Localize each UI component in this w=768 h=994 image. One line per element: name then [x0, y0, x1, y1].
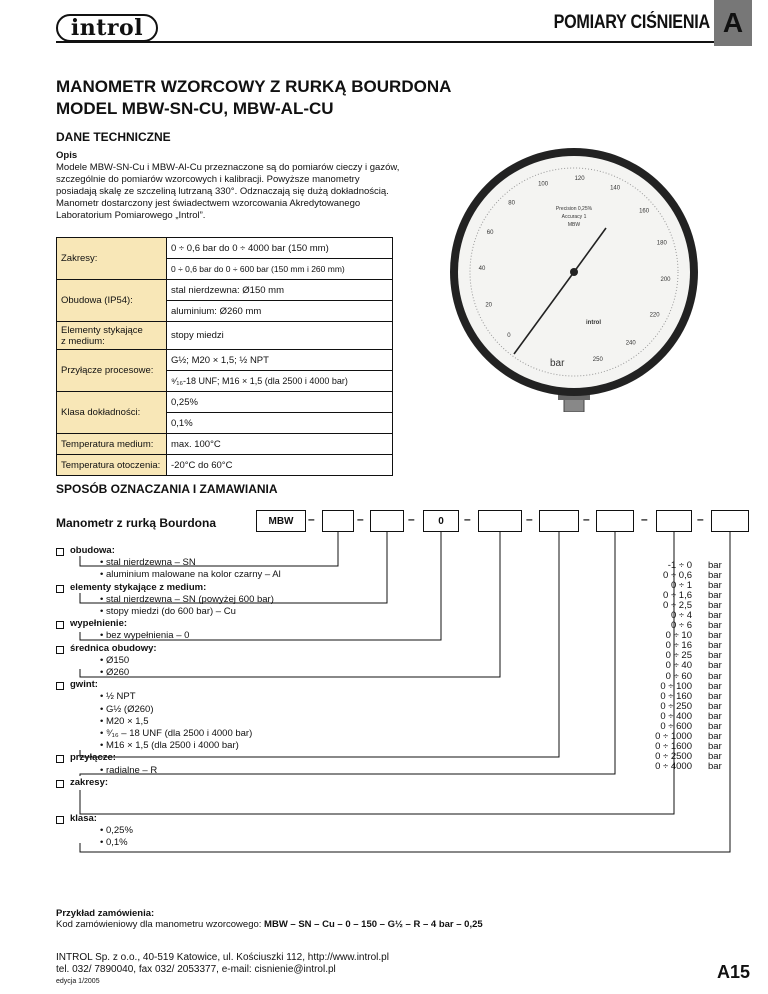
example-text: Kod zamówieniowy dla manometru wzorcowego:	[56, 919, 265, 930]
range-value: 0 ÷ 6	[670, 620, 692, 632]
range-value: 0 ÷ 4	[670, 610, 692, 622]
gauge-brand: introl	[586, 320, 601, 326]
spec-value: max. 100°C	[167, 434, 393, 455]
option-heading: przyłącze:	[56, 752, 281, 764]
example-code: MBW – SN – Cu – 0 – 150 – G½ – R – 4 bar – 0,25	[264, 919, 483, 930]
code-box-model: MBW	[256, 510, 306, 532]
gauge-scale-label: 0	[507, 333, 511, 340]
range-unit: bar	[708, 600, 722, 612]
range-unit: bar	[708, 660, 722, 672]
range-unit: bar	[708, 680, 722, 692]
gauge-scale-label: 200	[660, 277, 671, 284]
range-unit: bar	[708, 640, 722, 652]
gauge-scale-label: 100	[538, 181, 549, 188]
range-value: 0 ÷ 2500	[655, 750, 692, 762]
spec-value: ⁹⁄₁₆-18 UNF; M16 × 1,5 (dla 2500 i 4000 bar)	[167, 371, 393, 392]
header-title: POMIARY CIŚNIENIA	[553, 12, 710, 33]
spacer	[56, 789, 281, 813]
gauge-scale-label: 160	[639, 208, 650, 215]
option-heading: gwint:	[56, 679, 281, 691]
option-item: • ⁹⁄₁₆ – 18 UNF (dla 2500 i 4000 bar)	[100, 728, 253, 740]
code-dash: –	[641, 512, 648, 526]
option-item: • Ø150	[100, 654, 130, 666]
option-heading: średnica obudowy:	[56, 643, 281, 655]
spec-value: 0,25%	[167, 392, 393, 413]
option-heading: obudowa:	[56, 545, 281, 557]
range-value: 0 ÷ 2,5	[663, 600, 692, 612]
range-value: 0 ÷ 0,6	[663, 570, 692, 582]
code-dash: –	[308, 512, 315, 526]
page-number: A15	[716, 962, 750, 982]
code-box-wypelnienie: 0	[423, 510, 459, 532]
gauge-text-3: MBW	[567, 222, 581, 228]
spec-value: stal nierdzewna: Ø150 mm	[167, 280, 393, 301]
range-unit: bar	[708, 590, 722, 602]
range-unit: bar	[708, 650, 722, 662]
range-unit: bar	[708, 740, 722, 752]
opis-label: Opis	[56, 150, 78, 161]
option-item: • aluminium malowane na kolor czarny – Al	[100, 569, 281, 581]
title-line-1: MANOMETR WZORCOWY Z RURKĄ BOURDONA	[56, 77, 452, 96]
option-item: • stal nierdzewna – SN (powyżej 600 bar)	[100, 593, 274, 605]
footer-address: INTROL Sp. z o.o., 40-519 Katowice, ul. Kościuszki 112, http://www.introl.pl	[56, 952, 389, 963]
gauge-scale-label: 80	[508, 200, 515, 207]
code-dash: –	[357, 512, 364, 526]
opis-text: Modele MBW-SN-Cu i MBW-Al-Cu przeznaczone są do pomiarów cieczy i gazów, szczególnie do pomiarów wzorcowych i kalibracji. Powyższe manometry posiadają skalę ze szczeliną lutrzaną 330°. Odznaczają się dużą dokładnością. Manometr dostarczony jest świadectwem wzorcowania Akredytowanego Laboratorium Pomiarowego „Introl”.	[56, 162, 400, 221]
gauge-scale-label: 40	[478, 266, 486, 273]
spec-label: Temperatura medium:	[57, 434, 167, 455]
logo-text: introl	[70, 15, 144, 41]
gauge-scale-label: 250	[592, 356, 603, 363]
gauge-unit: bar	[550, 358, 565, 369]
option-heading: klasa:	[56, 813, 281, 825]
title-line-2: MODEL MBW-SN-CU, MBW-AL-CU	[56, 99, 334, 118]
range-unit: bar	[708, 580, 722, 592]
option-item: • M20 × 1,5	[100, 715, 149, 727]
range-unit: bar	[708, 610, 722, 622]
order-example	[56, 908, 483, 930]
order-heading: SPOSÓB OZNACZANIA I ZAMAWIANIA	[56, 482, 278, 496]
option-item: • G½ (Ø260)	[100, 703, 154, 715]
spec-label: Obudowa (IP54):	[57, 280, 167, 322]
spec-value: 0 ÷ 0,6 bar do 0 ÷ 600 bar (150 mm i 260 mm)	[167, 259, 393, 280]
range-value: 0 ÷ 25	[665, 650, 692, 662]
spec-label: Temperatura otoczenia:	[57, 455, 167, 476]
range-row	[638, 762, 722, 772]
range-value: -1 ÷ 0	[667, 560, 692, 571]
range-value: 0 ÷ 1600	[655, 740, 692, 752]
tech-heading: DANE TECHNICZNE	[56, 130, 171, 144]
example-label: Przykład zamówienia:	[56, 908, 155, 919]
range-unit: bar	[708, 620, 722, 632]
range-value: 0 ÷ 250	[660, 700, 692, 712]
code-dash: –	[526, 512, 533, 526]
option-heading: elementy stykające z medium:	[56, 582, 281, 594]
spec-label: Elementy stykające z medium:	[57, 322, 167, 350]
range-unit: bar	[708, 760, 722, 772]
spec-value: aluminium: Ø260 mm	[167, 301, 393, 322]
gauge-scale-label: 20	[485, 302, 493, 309]
footer-contact: tel. 032/ 7890040, fax 032/ 2053377, e-mail: cisnienie@introl.pl	[56, 964, 336, 975]
range-value: 0 ÷ 400	[660, 710, 692, 722]
range-unit: bar	[708, 560, 722, 571]
gauge-scale-label: 140	[610, 185, 621, 192]
spec-value: 0 ÷ 0,6 bar do 0 ÷ 4000 bar (150 mm)	[167, 238, 393, 259]
footer	[56, 952, 389, 988]
footer-edition: edycja 1/2005	[56, 978, 100, 985]
spec-value: G½; M20 × 1,5; ½ NPT	[167, 350, 393, 371]
gauge-scale-label: 180	[656, 240, 667, 247]
section-letter: A	[714, 0, 752, 46]
gauge-scale-label: 120	[574, 176, 585, 183]
range-unit: bar	[708, 670, 722, 682]
range-value: 0 ÷ 4000	[655, 760, 692, 772]
example-line	[56, 919, 483, 930]
spec-label: Przyłącze procesowe:	[57, 350, 167, 392]
option-item: • stopy miedzi (do 600 bar) – Cu	[100, 606, 236, 618]
range-value: 0 ÷ 1000	[655, 730, 692, 742]
option-item: • stal nierdzewna – SN	[100, 557, 196, 569]
option-item: • Ø260	[100, 667, 130, 679]
option-item: • 0,25%	[100, 825, 133, 837]
gauge-scale-label: 60	[486, 230, 494, 237]
code-dash: –	[583, 512, 590, 526]
range-unit: bar	[708, 720, 722, 732]
options-list	[56, 545, 281, 850]
code-dash: –	[697, 512, 704, 526]
range-value: 0 ÷ 60	[665, 670, 692, 682]
range-unit: bar	[708, 710, 722, 722]
option-item: • M16 × 1,5 (dla 2500 i 4000 bar)	[100, 740, 239, 752]
range-unit: bar	[708, 730, 722, 742]
gauge-text-2: Accuracy 1	[561, 214, 587, 220]
option-item: • radialne – R	[100, 764, 158, 776]
spec-label: Klasa dokładności:	[57, 392, 167, 434]
range-unit: bar	[708, 630, 722, 642]
spec-value: stopy miedzi	[167, 322, 393, 350]
range-value: 0 ÷ 40	[665, 660, 692, 672]
option-heading: wypełnienie:	[56, 618, 281, 630]
option-item: • ½ NPT	[100, 691, 136, 703]
range-value: 0 ÷ 100	[660, 680, 692, 692]
gauge-scale-label: 220	[649, 312, 660, 319]
code-dash: –	[408, 512, 415, 526]
option-item: • bez wypełnienia – 0	[100, 630, 190, 642]
option-heading: zakresy:	[56, 777, 281, 789]
code-dash: –	[464, 512, 471, 526]
range-unit: bar	[708, 690, 722, 702]
range-row	[638, 661, 722, 671]
range-unit: bar	[708, 750, 722, 762]
option-item: • 0,1%	[100, 837, 128, 849]
spec-value: 0,1%	[167, 413, 393, 434]
order-row-label: Manometr z rurką Bourdona	[56, 516, 217, 530]
range-unit: bar	[708, 570, 722, 582]
range-value: 0 ÷ 1,6	[663, 590, 692, 602]
gauge-scale-label: 240	[625, 340, 636, 347]
gauge-text-1: Precision 0,25%	[555, 206, 593, 212]
spec-value: -20°C do 60°C	[167, 455, 393, 476]
range-unit: bar	[708, 700, 722, 712]
range-value: 0 ÷ 600	[660, 720, 692, 732]
range-value: 0 ÷ 1	[670, 580, 692, 592]
range-value: 0 ÷ 16	[665, 640, 692, 652]
spec-label: Zakresy:	[57, 238, 167, 280]
range-value: 0 ÷ 10	[665, 630, 692, 642]
range-value: 0 ÷ 160	[660, 690, 692, 702]
ranges-list	[638, 561, 722, 772]
